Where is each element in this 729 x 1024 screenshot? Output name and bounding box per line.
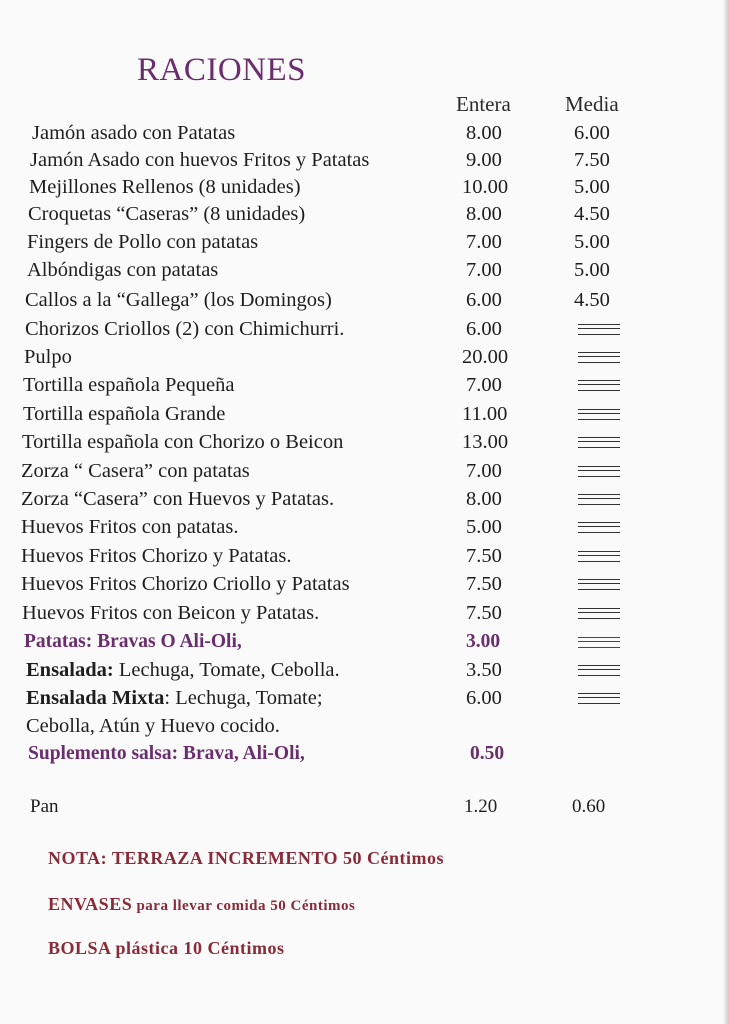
item-name: Albóndigas con patatas <box>27 259 219 281</box>
item-name: Patatas: Bravas O Ali-Oli, <box>24 631 242 652</box>
item-name: Jamón asado con Patatas <box>32 122 236 144</box>
menu-row <box>0 200 729 228</box>
note-envases-lead: ENVASES <box>48 894 133 914</box>
no-media-portion-mark <box>578 409 620 420</box>
item-name: Huevos Fritos Chorizo Criollo y Patatas <box>21 573 350 595</box>
no-media-portion-mark <box>578 437 620 448</box>
item-name: Suplemento salsa: Brava, Ali-Oli, <box>28 743 305 764</box>
menu-row <box>0 371 729 399</box>
item-price-entera: 5.00 <box>466 516 502 538</box>
item-price-media: 5.00 <box>574 259 610 281</box>
item-name <box>26 684 323 712</box>
item-price-media: 6.00 <box>574 122 610 144</box>
item-price-entera: 7.50 <box>466 573 502 595</box>
item-price-entera: 6.00 <box>466 289 502 311</box>
item-price-entera: 8.00 <box>466 203 502 225</box>
no-media-portion-mark <box>578 522 620 533</box>
menu-row <box>0 428 729 456</box>
note-terraza: NOTA: TERRAZA INCREMENTO 50 Céntimos <box>48 848 445 868</box>
item-name: Zorza “ Casera” con patatas <box>21 460 250 482</box>
item-price-entera: 20.00 <box>462 346 509 368</box>
menu-row <box>0 457 729 485</box>
menu-row <box>0 256 729 284</box>
item-price-entera: 11.00 <box>462 403 508 425</box>
item-name-rest: Lechuga, Tomate, Cebolla. <box>113 659 340 681</box>
item-price-media: 4.50 <box>574 203 610 225</box>
item-name: Tortilla española Grande <box>23 403 226 425</box>
item-name <box>26 656 340 684</box>
no-media-portion-mark <box>578 352 620 363</box>
item-price-entera: 0.50 <box>470 743 505 764</box>
item-price-entera: 10.00 <box>462 176 509 198</box>
no-media-portion-mark <box>578 551 620 562</box>
item-price-entera: 3.50 <box>466 659 502 681</box>
no-media-portion-mark <box>578 466 620 477</box>
column-header-entera: Entera <box>456 92 511 116</box>
item-price-media: 5.00 <box>574 231 610 253</box>
item-name: Chorizos Criollos (2) con Chimichurri. <box>25 318 345 340</box>
item-name: Mejillones Rellenos (8 unidades) <box>29 176 301 198</box>
no-media-portion-mark <box>578 608 620 619</box>
menu-row <box>0 712 729 740</box>
item-price-entera: 6.00 <box>466 318 502 340</box>
item-name: Croquetas “Caseras” (8 unidades) <box>28 203 306 225</box>
menu-row <box>0 146 729 174</box>
menu-row <box>0 684 729 712</box>
item-price-entera: 7.00 <box>466 231 502 253</box>
menu-row <box>0 570 729 598</box>
no-media-portion-mark <box>578 380 620 391</box>
item-price-entera: 9.00 <box>466 149 502 171</box>
item-name: Zorza “Casera” con Huevos y Patatas. <box>21 488 335 510</box>
item-name-lead: Ensalada Mixta <box>26 687 165 709</box>
item-name: Huevos Fritos Chorizo y Patatas. <box>21 545 292 567</box>
item-name-rest: : Lechuga, Tomate; <box>164 687 323 709</box>
menu-row <box>0 513 729 541</box>
item-name: Callos a la “Gallega” (los Domingos) <box>25 289 332 311</box>
menu-row <box>0 228 729 256</box>
item-name: Tortilla española Pequeña <box>23 374 235 396</box>
menu-row <box>0 400 729 428</box>
item-name: Huevos Fritos con Beicon y Patatas. <box>22 602 320 624</box>
note-bolsa: BOLSA plástica 10 Céntimos <box>48 938 285 958</box>
no-media-portion-mark <box>578 494 620 505</box>
no-media-portion-mark <box>578 665 620 676</box>
item-name: Pan <box>30 796 59 817</box>
item-name: Huevos Fritos con patatas. <box>21 516 239 538</box>
item-price-media: 5.00 <box>574 176 610 198</box>
item-name: Pulpo <box>24 346 72 368</box>
menu-row <box>0 599 729 627</box>
menu-row <box>0 485 729 513</box>
item-price-entera: 7.50 <box>466 545 502 567</box>
menu-row <box>0 628 729 656</box>
item-price-media: 0.60 <box>572 796 606 817</box>
item-name: Tortilla española con Chorizo o Beicon <box>22 431 344 453</box>
item-price-entera: 7.50 <box>466 602 502 624</box>
item-price-media: 4.50 <box>574 289 610 311</box>
no-media-portion-mark <box>578 324 620 335</box>
item-name: Jamón Asado con huevos Fritos y Patatas <box>30 149 370 171</box>
item-price-entera: 1.20 <box>464 796 498 817</box>
menu-row <box>0 173 729 201</box>
item-price-entera: 6.00 <box>466 687 502 709</box>
note-envases-rest: para llevar comida 50 Céntimos <box>132 898 356 914</box>
menu-row <box>0 542 729 570</box>
menu-row <box>0 656 729 684</box>
column-header-media: Media <box>565 92 619 116</box>
menu-row <box>0 286 729 314</box>
menu-row <box>0 119 729 147</box>
item-name: Fingers de Pollo con patatas <box>27 231 259 253</box>
no-media-portion-mark <box>578 637 620 648</box>
page-title: RACIONES <box>137 52 307 88</box>
no-media-portion-mark <box>578 579 620 590</box>
item-name: Cebolla, Atún y Huevo cocido. <box>26 715 280 737</box>
item-price-media: 7.50 <box>574 149 610 171</box>
item-price-entera: 7.00 <box>466 460 502 482</box>
menu-row <box>0 793 729 821</box>
item-price-entera: 7.00 <box>466 374 502 396</box>
menu-row <box>0 343 729 371</box>
item-price-entera: 8.00 <box>466 122 502 144</box>
item-price-entera: 8.00 <box>466 488 502 510</box>
no-media-portion-mark <box>578 693 620 704</box>
item-price-entera: 13.00 <box>462 431 509 453</box>
note-envases <box>48 894 355 915</box>
item-price-entera: 7.00 <box>466 259 502 281</box>
item-price-entera: 3.00 <box>466 631 501 652</box>
menu-row <box>0 315 729 343</box>
item-name-lead: Ensalada: <box>26 659 114 681</box>
menu-row <box>0 740 729 768</box>
